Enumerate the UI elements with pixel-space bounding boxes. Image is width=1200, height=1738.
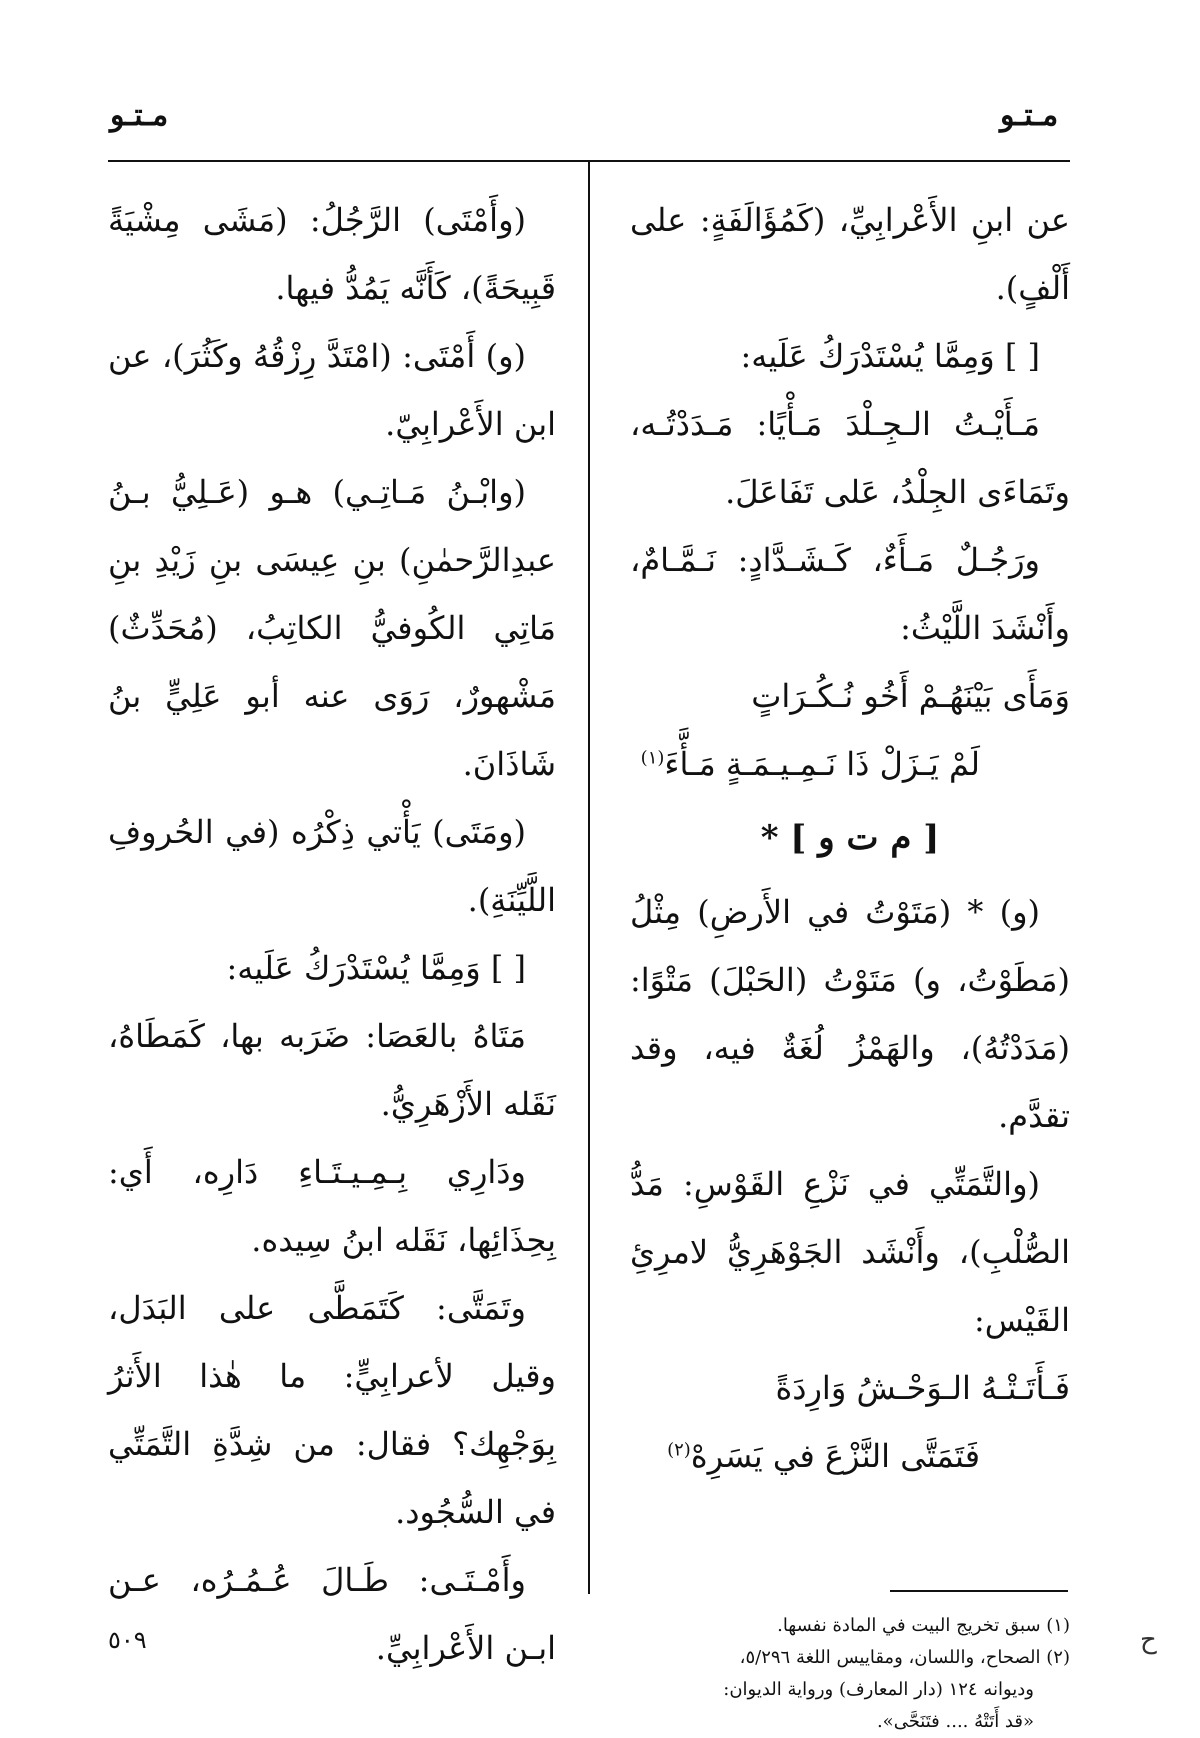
left-paragraph-2: (و) أَمْتَى: (امْتَدَّ رِزْقُهُ وكَثُرَ)، عن ابن الأَعْرابِيّ. <box>108 337 556 443</box>
right-column <box>630 186 1070 1490</box>
entry-heading: [ م ت و ] * <box>760 818 940 858</box>
right-paragraph-3: مَـأَيْـتُ الـجِـلْدَ مَـأْيًا: مَـدَدْتُـه، وتَمَاءَى الجِلْدُ، عَلى تَفَاعَلَ. <box>630 405 1070 511</box>
left-column <box>108 186 556 1682</box>
left-paragraph-7: ودَارِي بِـمِـيـتَـاءِ دَارِه، أَي: بِحِذَائِها، نَقَله ابنُ سِيده. <box>108 1153 556 1259</box>
left-paragraph-1: (وأَمْتَى) الرَّجُلُ: (مَشَى مِشْيَةً قَبِيحَةً)، كَأَنَّه يَمُدُّ فيها. <box>108 201 556 307</box>
left-paragraph-9: وأَمْـتَـى: طَـالَ عُـمُـرُه، عـن ابـن الأَعْرابِيِّ. <box>108 1561 556 1667</box>
right-paragraph-5: (و) * (مَتَوْتُ في الأَرضِ) مِثْلُ (مَطَوْتُ، و) مَتَوْتُ (الحَبْلَ) مَتْوًا: (مَدَدْتُهُ)، والهَمْزُ لُغَةٌ فيه، وقد تقدَّم. <box>630 893 1070 1135</box>
right-paragraph-4: ورَجُـلٌ مَـأَءٌ، كَـشَـدَّادٍ: نَـمَّـامٌ، وأَنْشَدَ اللَّيْثُ: <box>630 541 1070 647</box>
column-divider <box>588 162 590 1594</box>
running-header-left: مـتـو <box>110 98 169 133</box>
left-paragraph-8: وتَمَتَّى: كَتَمَطَّى على البَدَل، وقيل لأعرابِيٍّ: ما هٰذا الأَثرُ بِوَجْهِك؟ فقال: من شِدَّةِ التَّمَتِّي في السُّجُود. <box>108 1289 556 1531</box>
verse-1-line-2-text: لَمْ يَـزَلْ ذَا نَـمِـيـمَـةٍ مَـأَّءَ <box>664 745 980 783</box>
verse-1-line-2 <box>630 730 1070 798</box>
left-paragraph-4: (ومَتَى) يَأْتي ذِكْرُه (في الحُروفِ اللَّيِّنَةِ). <box>108 813 556 919</box>
footnote-2: (٢) الصحاح، واللسان، ومقاييس اللغة ٥/٢٩٦، <box>739 1647 1070 1668</box>
footnote-2-continuation-1: وديوانه ١٢٤ (دار المعارف) ورواية الديوان: <box>723 1679 1034 1700</box>
corner-mark: ح <box>1140 1625 1157 1655</box>
footnote-ref-1: (١) <box>640 747 665 769</box>
left-paragraph-3: (وابْـنُ مَـاتِـي) هـو (عَـلِيُّ بـنُ عبدِالرَّحمٰنِ) بنِ عِيسَى بنِ زَيْدِ بنِ مَاتِي الكُوفيُّ الكاتِبُ، (مُحَدِّثٌ) مَشْهورٌ، رَوَى عنه أبو عَلِيٍّ بنُ شَاذَانَ. <box>108 473 556 783</box>
right-paragraph-1: عن ابنِ الأَعْرابِيِّ، (كَمُؤَالَفَةٍ: على أَلْفٍ). <box>630 201 1070 307</box>
verse-2-line-2 <box>630 1422 1070 1490</box>
left-paragraph-5: [ ] وَمِمَّا يُسْتَدْرَكُ عَلَيه: <box>226 949 526 987</box>
verse-1-line-1: وَمَأَى بَيْنَهُـمْ أَخُو نُـكُـرَاتٍ <box>751 677 1070 715</box>
right-paragraph-2: [ ] وَمِمَّا يُسْتَدْرَكُ عَلَيه: <box>740 337 1040 375</box>
page-number: ٥٠٩ <box>108 1626 147 1654</box>
left-paragraph-6: مَتَاهُ بالعَصَا: ضَرَبه بها، كَمَطَاهُ، نَقَله الأَزْهَرِيُّ. <box>108 1017 556 1123</box>
footnotes <box>630 1610 1070 1738</box>
right-paragraph-6: (والتَّمَتِّي في نَزْعِ القَوْسِ: مَدُّ الصُّلْبِ)، وأَنْشَد الجَوْهَرِيُّ لامرِئِ القَيْس: <box>630 1165 1070 1339</box>
footnote-2-continuation-2: «قد أَتَتْهُ .... فتَنَحَّى». <box>876 1711 1034 1732</box>
verse-2-line-1: فَـأَتَـتْـهُ الـوَحْـشُ وَارِدَةً <box>775 1369 1070 1407</box>
footnote-ref-2: (٢) <box>667 1439 691 1461</box>
footnote-1: (١) سبق تخريج البيت في المادة نفسها. <box>777 1615 1070 1636</box>
footnote-rule <box>890 1590 1068 1592</box>
running-header-right: مـتـو <box>1000 98 1059 133</box>
verse-2-line-2-text: فَتَمَتَّى النَّزْعَ في يَسَرِهْ <box>690 1437 980 1475</box>
